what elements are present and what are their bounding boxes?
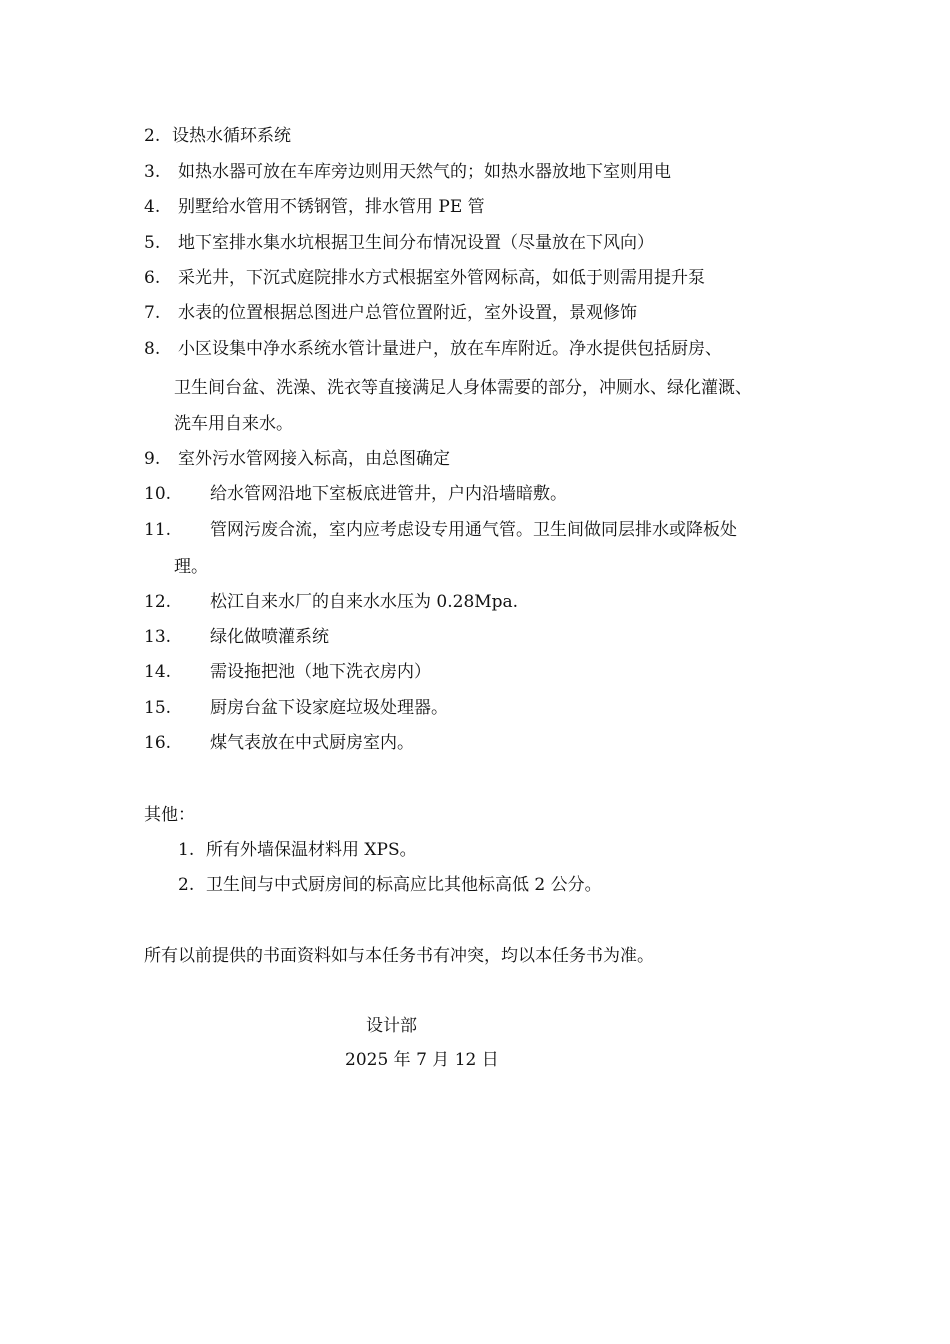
- list-item: [144, 697, 448, 719]
- list-item-text: 水表的位置根据总图进户总管位置附近，室外设置，景观修饰: [178, 303, 637, 323]
- list-item-number: 9.: [144, 449, 161, 469]
- list-item-number: 12.: [144, 592, 172, 612]
- list-item: [178, 874, 602, 896]
- list-item-continuation: 卫生间台盆、洗澡、洗衣等直接满足人身体需要的部分，冲厕水、绿化灌溉、: [174, 378, 752, 398]
- list-item-text: 别墅给水管用不锈钢管，排水管用 PE 管: [178, 197, 485, 217]
- list-item: [144, 161, 671, 183]
- list-item: [144, 626, 329, 648]
- list-item-text: 需设拖把池（地下洗衣房内）: [210, 662, 431, 682]
- list-item-number: 8.: [144, 339, 161, 359]
- list-item-continuation: 理。: [174, 557, 208, 577]
- list-item-text: 设热水循环系统: [172, 126, 291, 146]
- closing-note: 所有以前提供的书面资料如与本任务书有冲突，均以本任务书为准。: [144, 946, 654, 966]
- list-item: [178, 839, 417, 861]
- list-item-number: 2.: [144, 126, 161, 146]
- list-item-text: 采光井，下沉式庭院排水方式根据室外管网标高，如低于则需用提升泵: [178, 268, 705, 288]
- list-item-number: 1.: [178, 840, 195, 860]
- list-item-number: 4.: [144, 197, 161, 217]
- list-item-number: 7.: [144, 303, 161, 323]
- list-item-number: 14.: [144, 662, 172, 682]
- list-item-text: 地下室排水集水坑根据卫生间分布情况设置（尽量放在下风向）: [178, 233, 654, 253]
- list-item: [144, 519, 737, 541]
- list-item: [144, 302, 637, 324]
- list-item: [144, 591, 518, 613]
- list-item-number: 6.: [144, 268, 161, 288]
- list-item-text: 厨房台盆下设家庭垃圾处理器。: [210, 698, 448, 718]
- list-item-number: 11.: [144, 520, 172, 540]
- list-item-text: 绿化做喷灌系统: [210, 627, 329, 647]
- list-item-continuation: 洗车用自来水。: [174, 414, 293, 434]
- list-item-number: 13.: [144, 627, 172, 647]
- list-item-number: 5.: [144, 233, 161, 253]
- section-heading: 其他：: [144, 805, 195, 825]
- list-item-number: 2.: [178, 875, 195, 895]
- list-item-text: 小区设集中净水系统水管计量进户，放在车库附近。净水提供包括厨房、: [178, 339, 722, 359]
- list-item-number: 15.: [144, 698, 172, 718]
- list-item-number: 10.: [144, 484, 172, 504]
- list-item-text: 所有外墙保温材料用 XPS。: [206, 840, 417, 860]
- list-item-text: 如热水器可放在车库旁边则用天然气的；如热水器放地下室则用电: [178, 162, 671, 182]
- list-item-text: 煤气表放在中式厨房室内。: [210, 733, 414, 753]
- list-item: [144, 232, 654, 254]
- list-item-text: 室外污水管网接入标高，由总图确定: [178, 449, 450, 469]
- signature-department: 设计部: [366, 1016, 417, 1036]
- list-item-text: 松江自来水厂的自来水水压为 0.28Mpa.: [210, 592, 519, 612]
- list-item-text: 给水管网沿地下室板底进管井，户内沿墙暗敷。: [210, 484, 567, 504]
- list-item-number: 16.: [144, 733, 172, 753]
- list-item: [144, 732, 414, 754]
- list-item-number: 3.: [144, 162, 161, 182]
- list-item: [144, 338, 722, 360]
- list-item: [144, 267, 705, 289]
- list-item-text: 管网污废合流，室内应考虑设专用通气管。卫生间做同层排水或降板处: [210, 520, 737, 540]
- list-item-text: 卫生间与中式厨房间的标高应比其他标高低 2 公分。: [206, 875, 602, 895]
- list-item: [144, 196, 485, 218]
- list-item: [144, 125, 291, 147]
- list-item: [144, 661, 431, 683]
- signature-date: 2025 年 7 月 12 日: [345, 1050, 499, 1070]
- list-item: [144, 483, 567, 505]
- list-item: [144, 448, 450, 470]
